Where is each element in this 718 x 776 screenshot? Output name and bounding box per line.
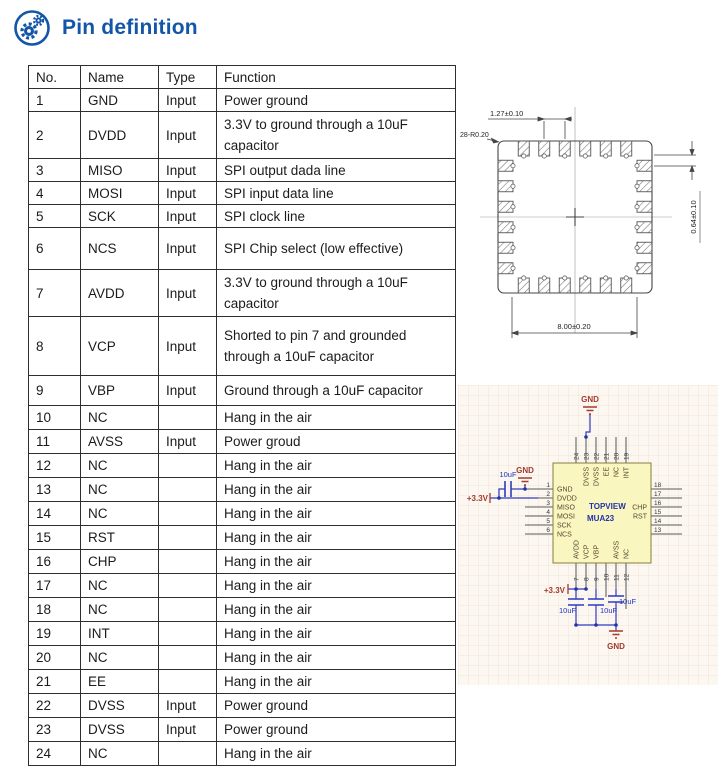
pad-notch [604,276,608,280]
cell-function: Hang in the air [217,670,456,694]
column-header: No. [29,66,81,89]
cell-function: Hang in the air [217,406,456,430]
pad-notch [583,276,587,280]
pin-num: 21 [603,452,611,460]
table-row [29,89,456,112]
cell-name: NC [81,478,159,502]
pad-notch [635,205,639,209]
table-row [29,718,456,742]
dim-pad-label: 0.64±0.10 [689,200,698,234]
pad-notch [511,225,515,229]
cell-type: Input [159,205,217,228]
pin-num: 20 [613,452,621,460]
pin-num: 16 [654,500,662,507]
pin-name: AVSS [613,540,621,559]
pad-notch [635,246,639,250]
cell-type [159,742,217,766]
pad-notch [511,246,515,250]
cell-function: Power ground [217,694,456,718]
gears-icon [12,8,52,48]
cell-function: Ground through a 10uF capacitor [217,376,456,406]
pad-notch [583,154,587,158]
table-row [29,694,456,718]
cell-function: Power groud [217,430,456,454]
pin-num: 6 [546,527,550,534]
pin-num: 23 [583,452,591,460]
pin-definition-table [28,65,456,766]
cell-name: CHP [81,550,159,574]
pin-name: AVDD [573,540,581,559]
pin-num: 7 [573,577,581,581]
cell-function: 3.3V to ground through a 10uF capacitor [217,112,456,159]
cell-type: Input [159,317,217,376]
column-header: Function [217,66,456,89]
cell-type: Input [159,112,217,159]
pin-name: VBP [593,544,601,559]
pin-num: 18 [654,482,662,489]
pin-name: NC [623,548,631,559]
v33-label-left: +3.3V [466,494,488,503]
table-row [29,317,456,376]
pad-notch [624,276,628,280]
pin-num: 1 [546,482,550,489]
cell-name: NC [81,742,159,766]
table-row [29,406,456,430]
table-row [29,622,456,646]
v33-label-bottom: +3.3V [543,586,565,595]
gnd-label-top: GND [581,395,599,404]
table-row [29,112,456,159]
cell-name: VCP [81,317,159,376]
cell-function: Hang in the air [217,502,456,526]
cell-type [159,502,217,526]
table-row [29,454,456,478]
cell-function: SPI Chip select (low effective) [217,228,456,270]
table-row [29,646,456,670]
cell-name: NC [81,454,159,478]
cell-no: 7 [29,270,81,317]
pad-notch [542,276,546,280]
table-row [29,670,456,694]
cell-type: Input [159,376,217,406]
pad-notch [635,266,639,270]
cell-no: 4 [29,182,81,205]
cell-no: 17 [29,574,81,598]
cell-no: 20 [29,646,81,670]
pin-num: 24 [573,452,581,460]
cell-no: 12 [29,454,81,478]
pin-name: MOSI [557,513,575,521]
pin-num: 3 [546,500,550,507]
cell-type [159,406,217,430]
cell-no: 14 [29,502,81,526]
cell-function: Hang in the air [217,478,456,502]
table-row [29,182,456,205]
cell-no: 23 [29,718,81,742]
cell-name: AVSS [81,430,159,454]
pad-notch [522,276,526,280]
cell-function: SPI clock line [217,205,456,228]
pin-num: 19 [623,452,631,460]
pin-num: 11 [613,574,621,581]
cell-type [159,622,217,646]
cell-type [159,454,217,478]
cell-name: NCS [81,228,159,270]
pin-name: NCS [557,531,572,539]
cell-type [159,646,217,670]
pad-notch [511,205,515,209]
cell-type [159,478,217,502]
cell-name: INT [81,622,159,646]
cell-name: NC [81,502,159,526]
cell-name: NC [81,598,159,622]
table-row [29,270,456,317]
pin-num: 10 [603,573,611,581]
cell-no: 1 [29,89,81,112]
gnd-label-bottom: GND [607,642,625,651]
pin-num: 9 [593,577,601,581]
table-row [29,376,456,406]
cap-label-3: 10uF [600,606,618,615]
cell-no: 16 [29,550,81,574]
cell-function: Shorted to pin 7 and grounded through a 10uF capacitor [217,317,456,376]
cell-no: 9 [29,376,81,406]
cell-function: Hang in the air [217,598,456,622]
cell-type: Input [159,430,217,454]
cell-type [159,598,217,622]
cell-name: DVDD [81,112,159,159]
pin-name: DVDD [557,495,577,503]
table-row [29,742,456,766]
cell-name: NC [81,406,159,430]
pin-name: RST [633,513,647,521]
cell-function: Hang in the air [217,550,456,574]
pin-name: VCP [583,544,591,559]
cell-name: DVSS [81,694,159,718]
pin-name: GND [557,486,573,494]
cell-type: Input [159,228,217,270]
cell-no: 8 [29,317,81,376]
pin-name: CHP [632,504,647,512]
cell-no: 13 [29,478,81,502]
pin-name: NC [613,467,621,478]
pin-name: MISO [557,504,575,512]
pin-num: 12 [623,573,631,581]
cell-type: Input [159,694,217,718]
column-header: Name [81,66,159,89]
pad-notch [604,154,608,158]
cell-function: Power ground [217,89,456,112]
page-header [12,8,198,48]
cell-function: 3.3V to ground through a 10uF capacitor [217,270,456,317]
table-row [29,430,456,454]
pin-num: 14 [654,518,662,525]
table-row [29,205,456,228]
gnd-label-left: GND [516,466,534,475]
cell-no: 6 [29,228,81,270]
pin-name: INT [623,467,631,479]
cell-function: Hang in the air [217,454,456,478]
table-row [29,526,456,550]
pin-num: 2 [546,491,550,498]
dim-width-label: 8.00±0.20 [557,322,591,331]
chip-subtitle: MUA23 [587,514,615,523]
cell-type: Input [159,159,217,182]
cell-type: Input [159,89,217,112]
schematic-diagram [458,385,718,685]
cell-no: 18 [29,598,81,622]
cell-name: MISO [81,159,159,182]
cell-no: 2 [29,112,81,159]
table-header-row [29,66,456,89]
cell-no: 11 [29,430,81,454]
pad-notch [511,184,515,188]
cell-no: 21 [29,670,81,694]
dim-corner-label: 28-R0.20 [460,132,489,139]
pin-num: 17 [654,491,662,498]
cell-function: SPI output dada line [217,159,456,182]
cell-type: Input [159,270,217,317]
cell-function: Hang in the air [217,526,456,550]
pad-notch [563,154,567,158]
pad-notch [635,184,639,188]
cell-name: NC [81,574,159,598]
cell-function: Hang in the air [217,574,456,598]
chip-title: TOPVIEW [589,502,626,511]
cell-no: 5 [29,205,81,228]
cell-name: DVSS [81,718,159,742]
pad-notch [542,154,546,158]
cell-no: 10 [29,406,81,430]
cell-no: 15 [29,526,81,550]
cell-type: Input [159,182,217,205]
dim-pitch-label: 1.27±0.10 [490,109,524,118]
pin-name: DVSS [583,467,591,487]
cell-name: RST [81,526,159,550]
cell-no: 24 [29,742,81,766]
cell-function: Hang in the air [217,742,456,766]
cell-function: SPI input data line [217,182,456,205]
pad-notch [624,154,628,158]
cell-type [159,670,217,694]
pin-num: 15 [654,509,662,516]
pin-name: EE [603,467,611,477]
cell-type [159,550,217,574]
pin-num: 13 [654,527,662,534]
table-row [29,574,456,598]
pad-notch [511,266,515,270]
pad-notch [635,225,639,229]
cell-function: Hang in the air [217,646,456,670]
cell-function: Hang in the air [217,622,456,646]
cell-no: 22 [29,694,81,718]
cell-type [159,574,217,598]
column-header: Type [159,66,217,89]
cell-name: VBP [81,376,159,406]
cell-name: NC [81,646,159,670]
cap-label-4: 10uF [619,597,637,606]
page-title: Pin definition [62,16,198,39]
pin-name: DVSS [593,467,601,487]
pad-notch [522,154,526,158]
pin-num: 5 [546,518,550,525]
cell-name: GND [81,89,159,112]
table-row [29,478,456,502]
cell-type [159,526,217,550]
table-row [29,159,456,182]
pin-num: 8 [583,577,591,581]
cell-name: EE [81,670,159,694]
pin-num: 22 [593,452,601,460]
package-drawing [460,95,718,350]
cell-function: Power ground [217,718,456,742]
table-row [29,598,456,622]
pad-notch [563,276,567,280]
cell-name: AVDD [81,270,159,317]
table-row [29,228,456,270]
table-row [29,502,456,526]
pin-num: 4 [546,509,550,516]
cap-label-1: 10uF [499,470,517,479]
cap-label-2: 10uF [559,606,577,615]
pad-notch [511,164,515,168]
cell-name: SCK [81,205,159,228]
pad-notch [635,164,639,168]
pin-name: SCK [557,522,572,530]
cell-no: 19 [29,622,81,646]
cell-type: Input [159,718,217,742]
table-row [29,550,456,574]
cell-no: 3 [29,159,81,182]
cell-name: MOSI [81,182,159,205]
